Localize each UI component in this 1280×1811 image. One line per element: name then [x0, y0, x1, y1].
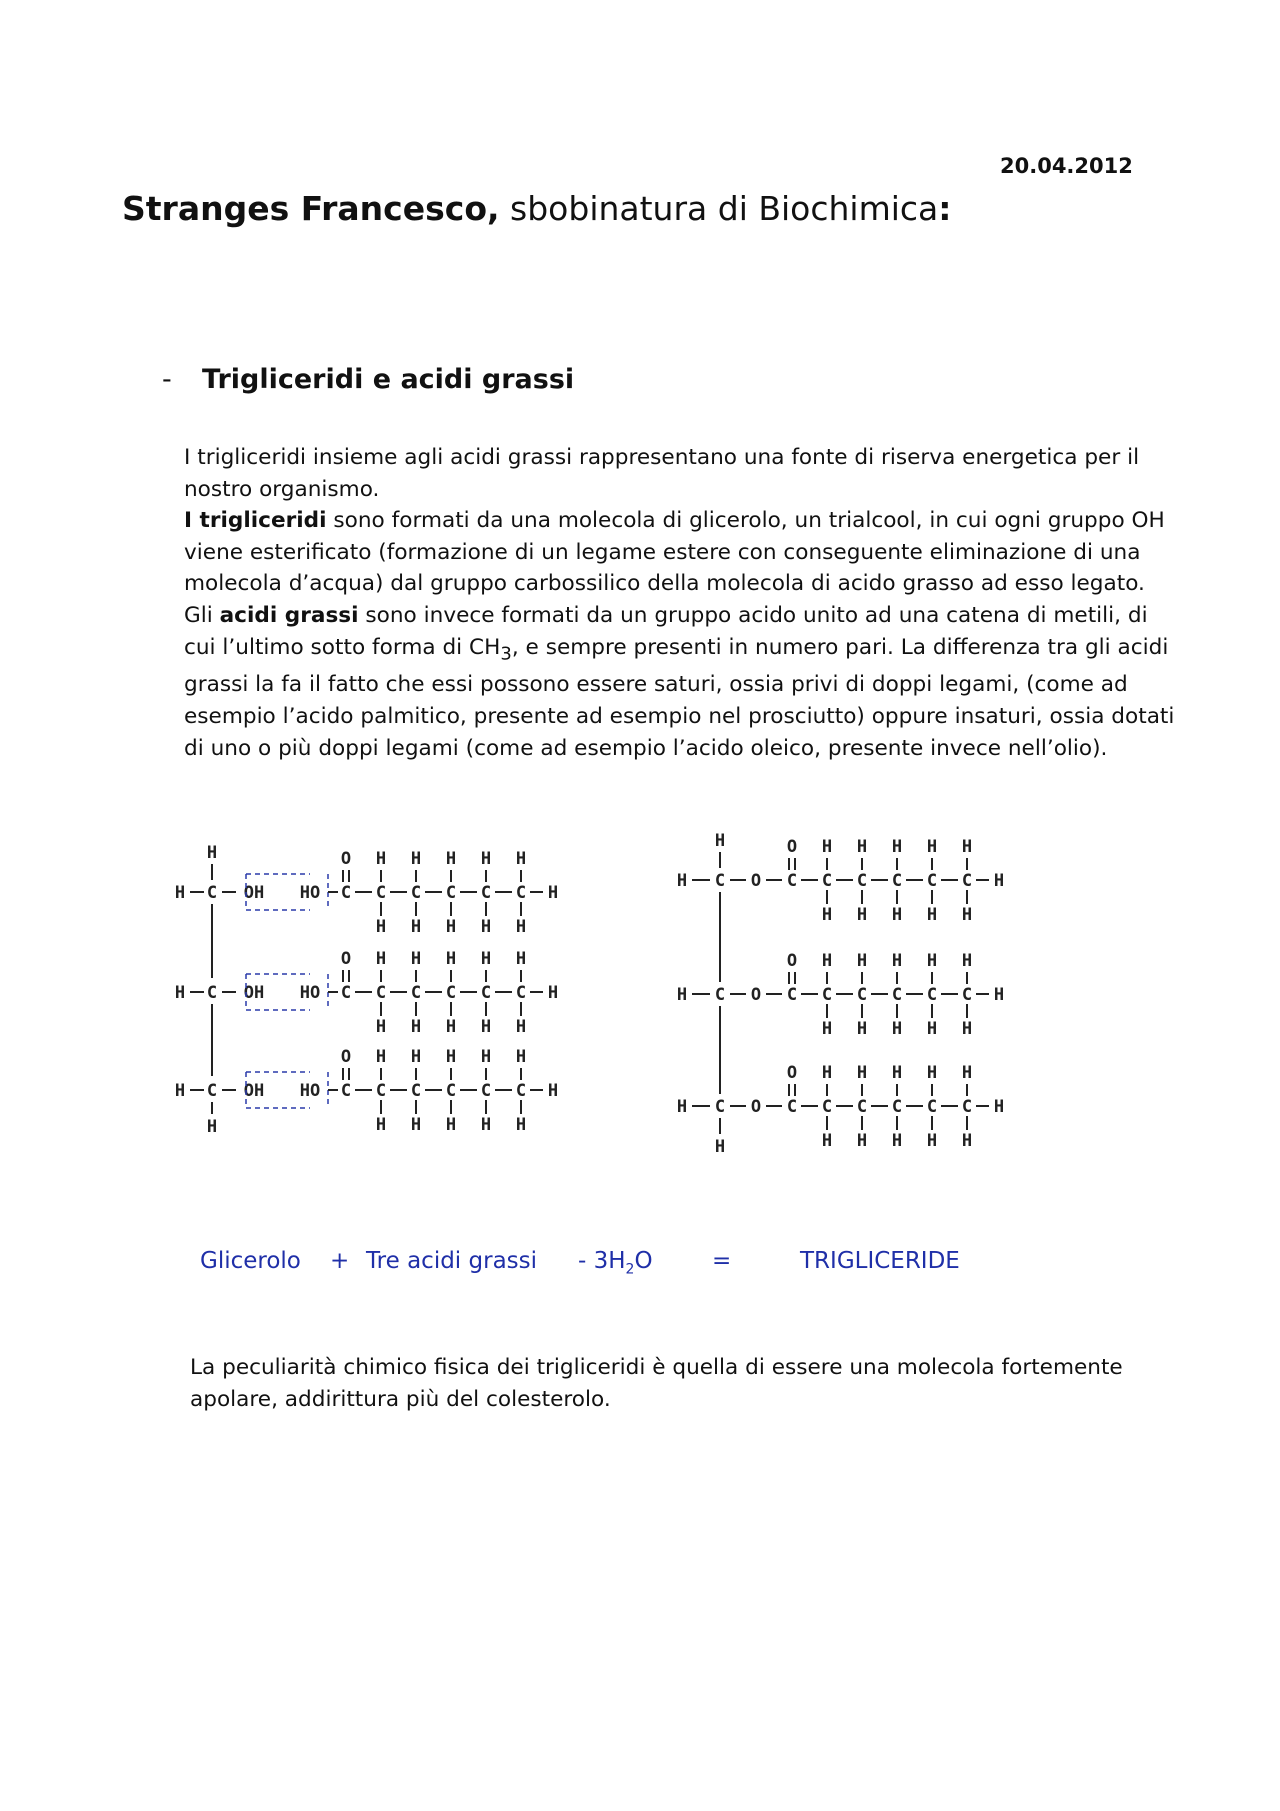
reaction-equation	[200, 1248, 1100, 1288]
water-subscript: 2	[625, 1261, 635, 1278]
left-row-2-fatty-acid-chain-carbon: C	[480, 983, 492, 1003]
left-row-3-fatty-acid-chain-carbon: C	[515, 1081, 527, 1101]
water-suffix: O	[634, 1248, 653, 1274]
right-row-3-fatty-acid-chain-carbon: C	[821, 1097, 833, 1117]
hydrogen-atom: H	[821, 1131, 833, 1151]
right-row-3-fatty-acid-chain-carbon: C	[891, 1097, 903, 1117]
terminal-hydrogen: H	[547, 983, 559, 1003]
hydrogen-atom: H	[375, 1017, 387, 1037]
document-title	[122, 189, 951, 228]
right-row-3-fatty-acid-carbonyl-oxygen: O	[786, 1063, 798, 1083]
right-row-3-ester-oxygen: O	[750, 1097, 762, 1117]
hydrogen-atom: H	[926, 1019, 938, 1039]
hydrogen-atom: H	[961, 1063, 973, 1083]
right-row-2-glycerol-carbon: C	[714, 985, 726, 1005]
left-row-2-h: H	[174, 983, 186, 1003]
hydrogen-atom: H	[445, 1047, 457, 1067]
hydrogen-atom: H	[856, 905, 868, 925]
right-row-1-fatty-acid-chain-carbon: C	[856, 871, 868, 891]
closing-paragraph	[190, 1352, 1190, 1415]
hydrogen-atom: H	[515, 1115, 527, 1135]
closing-line-1: La peculiarità chimico fisica dei trigliceridi è quella di essere una molecola fortemente	[190, 1355, 1123, 1380]
section-heading-text: Trigliceridi e acidi grassi	[202, 364, 575, 395]
hydrogen-atom: H	[410, 1047, 422, 1067]
right-row-2-fatty-acid-chain-carbon: C	[891, 985, 903, 1005]
hydrogen-atom: H	[480, 949, 492, 969]
left-row-1-acid-hydroxyl: HO	[299, 883, 321, 903]
hydrogen-atom: H	[926, 951, 938, 971]
left-row-2-fatty-acid-chain-carbon: C	[515, 983, 527, 1003]
right-row-2-fatty-acid-carbonyl-oxygen: O	[786, 951, 798, 971]
left-row-2-fatty-acid-chain-carbon: C	[410, 983, 422, 1003]
left-row-1-hydroxyl: OH	[243, 883, 265, 903]
right-row-1-h: H	[676, 871, 688, 891]
hydrogen-atom: H	[375, 917, 387, 937]
chemical-structures	[160, 820, 1120, 1240]
left-top-hydrogen: H	[206, 843, 218, 863]
right-row-1-fatty-acid-chain-carbon: C	[926, 871, 938, 891]
label-minus-water	[578, 1248, 653, 1278]
hydrogen-atom: H	[856, 1131, 868, 1151]
hydrogen-atom: H	[480, 917, 492, 937]
right-row-3-h: H	[676, 1097, 688, 1117]
left-row-1-fatty-acid-chain-carbon: C	[410, 883, 422, 903]
paragraph-2	[184, 505, 1184, 600]
left-bottom-hydrogen: H	[206, 1117, 218, 1137]
terminal-hydrogen: H	[993, 1097, 1005, 1117]
left-row-2-fatty-acid-chain-carbon: C	[445, 983, 457, 1003]
label-glicerolo: Glicerolo	[200, 1248, 301, 1274]
title-subject: sbobinatura di Biochimica	[499, 189, 939, 228]
left-row-3-acid-hydroxyl: HO	[299, 1081, 321, 1101]
hydrogen-atom: H	[891, 951, 903, 971]
hydrogen-atom: H	[375, 1047, 387, 1067]
hydrogen-atom: H	[515, 849, 527, 869]
right-top-hydrogen: H	[714, 831, 726, 851]
right-row-2-fatty-acid-chain-carbon: C	[821, 985, 833, 1005]
right-row-2-fatty-acid-chain-carbon: C	[961, 985, 973, 1005]
left-row-1-fatty-acid-chain-carbon: C	[375, 883, 387, 903]
hydrogen-atom: H	[856, 1063, 868, 1083]
right-row-3-fatty-acid-chain-carbon: C	[926, 1097, 938, 1117]
hydrogen-atom: H	[410, 1115, 422, 1135]
right-row-3-glycerol-carbon: C	[714, 1097, 726, 1117]
plus-sign: +	[330, 1248, 350, 1274]
hydrogen-atom: H	[515, 1017, 527, 1037]
hydrogen-atom: H	[445, 1017, 457, 1037]
hydrogen-atom: H	[926, 1131, 938, 1151]
hydrogen-atom: H	[961, 1131, 973, 1151]
hydrogen-atom: H	[410, 1017, 422, 1037]
term-acidi-grassi: acidi grassi	[219, 602, 359, 628]
hydrogen-atom: H	[891, 1063, 903, 1083]
paragraph-3-start: Gli	[184, 602, 220, 628]
author-name: Stranges Francesco,	[122, 189, 500, 228]
paragraph-3-end: , e sempre presenti in numero pari. La differenza tra gli acidi grassi la fa il fatto che essi possono essere saturi, ossia privi di doppi legami, (come ad esempio l’acido palmitico, presente ad esempio nel prosciutto) oppure insaturi, ossia dotati di uno o più doppi legami (come ad esempio l’acido oleico, presente invece nell’olio).	[184, 634, 1175, 761]
hydrogen-atom: H	[891, 837, 903, 857]
right-row-2-fatty-acid-chain-carbon: C	[856, 985, 868, 1005]
triglyceride-formation-diagram	[160, 820, 1120, 1290]
hydrogen-atom: H	[410, 849, 422, 869]
right-row-3-fatty-acid-carbonyl-carbon: C	[786, 1097, 798, 1117]
hydrogen-atom: H	[926, 837, 938, 857]
left-row-2-hydroxyl: OH	[243, 983, 265, 1003]
terminal-hydrogen: H	[993, 985, 1005, 1005]
section-heading	[162, 364, 574, 395]
closing-line-2: apolare, addirittura più del colesterolo.	[190, 1386, 611, 1412]
hydrogen-atom: H	[410, 949, 422, 969]
hydrogen-atom: H	[480, 849, 492, 869]
hydrogen-atom: H	[480, 1017, 492, 1037]
hydrogen-atom: H	[961, 905, 973, 925]
hydrogen-atom: H	[515, 1047, 527, 1067]
right-row-1-fatty-acid-chain-carbon: C	[891, 871, 903, 891]
label-trigliceride: TRIGLICERIDE	[800, 1248, 960, 1274]
left-row-2-acid-hydroxyl: HO	[299, 983, 321, 1003]
hydrogen-atom: H	[480, 1115, 492, 1135]
left-row-3-fatty-acid-chain-carbon: C	[445, 1081, 457, 1101]
left-row-3-fatty-acid-chain-carbon: C	[410, 1081, 422, 1101]
hydrogen-atom: H	[891, 1131, 903, 1151]
hydrogen-atom: H	[821, 905, 833, 925]
hydrogen-atom: H	[445, 849, 457, 869]
right-row-3-fatty-acid-chain-carbon: C	[856, 1097, 868, 1117]
left-row-3-fatty-acid-carbonyl-carbon: C	[340, 1081, 352, 1101]
title-colon: :	[938, 189, 952, 228]
left-row-3-glycerol-carbon: C	[206, 1081, 218, 1101]
hydrogen-atom: H	[480, 1047, 492, 1067]
terminal-hydrogen: H	[547, 1081, 559, 1101]
left-row-1-fatty-acid-carbonyl-oxygen: O	[340, 849, 352, 869]
hydrogen-atom: H	[856, 1019, 868, 1039]
left-row-3-h: H	[174, 1081, 186, 1101]
paragraph-3-mid: sono invece formati da un gruppo acido unito ad una catena di metili, di cui l’ultimo sotto forma di CH	[184, 602, 1148, 660]
document-date: 20.04.2012	[1000, 154, 1133, 178]
hydrogen-atom: H	[891, 905, 903, 925]
left-row-3-fatty-acid-chain-carbon: C	[375, 1081, 387, 1101]
hydrogen-atom: H	[375, 1115, 387, 1135]
left-row-3-hydroxyl: OH	[243, 1081, 265, 1101]
left-row-1-fatty-acid-chain-carbon: C	[445, 883, 457, 903]
hydrogen-atom: H	[856, 951, 868, 971]
right-row-2-fatty-acid-chain-carbon: C	[926, 985, 938, 1005]
left-row-3-fatty-acid-carbonyl-oxygen: O	[340, 1047, 352, 1067]
hydrogen-atom: H	[926, 905, 938, 925]
right-row-2-ester-oxygen: O	[750, 985, 762, 1005]
left-row-2-fatty-acid-chain-carbon: C	[375, 983, 387, 1003]
hydrogen-atom: H	[856, 837, 868, 857]
term-trigliceridi: I trigliceridi	[184, 508, 327, 534]
right-row-3-fatty-acid-chain-carbon: C	[961, 1097, 973, 1117]
hydrogen-atom: H	[961, 1019, 973, 1039]
body-text	[184, 442, 1184, 764]
left-row-2-fatty-acid-carbonyl-carbon: C	[340, 983, 352, 1003]
hydrogen-atom: H	[410, 917, 422, 937]
label-tre-acidi-grassi: Tre acidi grassi	[366, 1248, 538, 1274]
right-row-1-fatty-acid-carbonyl-carbon: C	[786, 871, 798, 891]
left-row-3-fatty-acid-chain-carbon: C	[480, 1081, 492, 1101]
left-row-1-glycerol-carbon: C	[206, 883, 218, 903]
right-row-2-h: H	[676, 985, 688, 1005]
hydrogen-atom: H	[821, 837, 833, 857]
hydrogen-atom: H	[891, 1019, 903, 1039]
water-prefix: - 3H	[578, 1248, 626, 1274]
paragraph-2-text: sono formati da una molecola di glicerolo, un trialcool, in cui ogni gruppo OH viene esterificato (formazione di un legame estere con conseguente eliminazione di una molecola d’acqua) dal gruppo carbossilico della molecola di acido grasso ad esso legato.	[184, 508, 1165, 597]
equals-sign: =	[712, 1248, 732, 1274]
right-row-1-fatty-acid-chain-carbon: C	[821, 871, 833, 891]
terminal-hydrogen: H	[547, 883, 559, 903]
right-row-1-ester-oxygen: O	[750, 871, 762, 891]
hydrogen-atom: H	[961, 837, 973, 857]
paragraph-1: I trigliceridi insieme agli acidi grassi rappresentano una fonte di riserva energetica per il nostro organismo.	[184, 445, 1140, 502]
right-row-2-fatty-acid-carbonyl-carbon: C	[786, 985, 798, 1005]
hydrogen-atom: H	[961, 951, 973, 971]
hydrogen-atom: H	[375, 849, 387, 869]
right-row-1-glycerol-carbon: C	[714, 871, 726, 891]
right-row-1-fatty-acid-chain-carbon: C	[961, 871, 973, 891]
terminal-hydrogen: H	[993, 871, 1005, 891]
hydrogen-atom: H	[375, 949, 387, 969]
hydrogen-atom: H	[515, 917, 527, 937]
hydrogen-atom: H	[821, 1063, 833, 1083]
hydrogen-atom: H	[515, 949, 527, 969]
hydrogen-atom: H	[445, 949, 457, 969]
right-row-1-fatty-acid-carbonyl-oxygen: O	[786, 837, 798, 857]
left-row-1-h: H	[174, 883, 186, 903]
hydrogen-atom: H	[821, 951, 833, 971]
bullet-dash: -	[162, 364, 172, 395]
left-row-1-fatty-acid-chain-carbon: C	[480, 883, 492, 903]
hydrogen-atom: H	[445, 917, 457, 937]
left-row-1-fatty-acid-carbonyl-carbon: C	[340, 883, 352, 903]
hydrogen-atom: H	[926, 1063, 938, 1083]
left-row-2-glycerol-carbon: C	[206, 983, 218, 1003]
ch3-subscript: 3	[500, 642, 512, 664]
hydrogen-atom: H	[445, 1115, 457, 1135]
hydrogen-atom: H	[821, 1019, 833, 1039]
paragraph-3	[184, 600, 1184, 764]
left-row-2-fatty-acid-carbonyl-oxygen: O	[340, 949, 352, 969]
left-row-1-fatty-acid-chain-carbon: C	[515, 883, 527, 903]
right-bottom-hydrogen: H	[714, 1137, 726, 1157]
